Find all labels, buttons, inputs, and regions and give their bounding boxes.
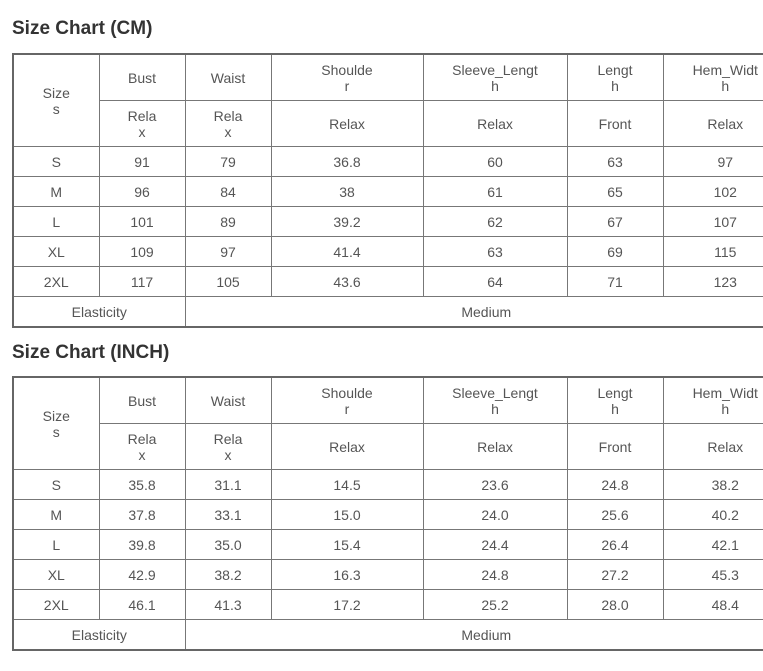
- table-row: [13, 500, 763, 530]
- elasticity-row: [13, 297, 763, 328]
- elasticity-value: Medium: [185, 297, 763, 328]
- table-row: [13, 177, 763, 207]
- measurement-cell: 123: [663, 267, 763, 297]
- size-column-header: Size s: [13, 54, 99, 147]
- column-subheader: Rela x: [185, 424, 271, 470]
- measurement-cell: 41.3: [185, 590, 271, 620]
- measurement-cell: 64: [423, 267, 567, 297]
- measurement-cell: 63: [423, 237, 567, 267]
- measurement-cell: 23.6: [423, 470, 567, 500]
- measurement-cell: 89: [185, 207, 271, 237]
- table-row: [13, 147, 763, 177]
- column-subheader: Rela x: [99, 101, 185, 147]
- measurement-cell: 45.3: [663, 560, 763, 590]
- column-subheader: Relax: [271, 101, 423, 147]
- subheader-row: [13, 101, 763, 147]
- size-label: L: [13, 207, 99, 237]
- size-label: 2XL: [13, 590, 99, 620]
- measurement-cell: 48.4: [663, 590, 763, 620]
- measurement-cell: 41.4: [271, 237, 423, 267]
- column-header: Lengt h: [567, 54, 663, 101]
- measurement-cell: 60: [423, 147, 567, 177]
- measurement-cell: 25.2: [423, 590, 567, 620]
- column-header: Hem_Widt h: [663, 54, 763, 101]
- measurement-cell: 109: [99, 237, 185, 267]
- header-row: [13, 54, 763, 101]
- elasticity-row: [13, 620, 763, 651]
- size-chart-inch-title: Size Chart (INCH): [12, 342, 170, 363]
- column-header: Sleeve_Lengt h: [423, 377, 567, 424]
- table-row: [13, 530, 763, 560]
- measurement-cell: 26.4: [567, 530, 663, 560]
- measurement-cell: 102: [663, 177, 763, 207]
- measurement-cell: 79: [185, 147, 271, 177]
- column-header: Waist: [185, 54, 271, 101]
- measurement-cell: 33.1: [185, 500, 271, 530]
- measurement-cell: 105: [185, 267, 271, 297]
- measurement-cell: 107: [663, 207, 763, 237]
- size-label: XL: [13, 237, 99, 267]
- measurement-cell: 91: [99, 147, 185, 177]
- measurement-cell: 27.2: [567, 560, 663, 590]
- measurement-cell: 61: [423, 177, 567, 207]
- column-subheader: Relax: [663, 101, 763, 147]
- column-header: Sleeve_Lengt h: [423, 54, 567, 101]
- measurement-cell: 31.1: [185, 470, 271, 500]
- column-header: Shoulde r: [271, 377, 423, 424]
- measurement-cell: 62: [423, 207, 567, 237]
- column-subheader: Relax: [271, 424, 423, 470]
- column-subheader: Relax: [663, 424, 763, 470]
- column-subheader: Front: [567, 424, 663, 470]
- measurement-cell: 97: [663, 147, 763, 177]
- elasticity-label: Elasticity: [13, 297, 185, 328]
- column-subheader: Relax: [423, 424, 567, 470]
- size-label: S: [13, 147, 99, 177]
- measurement-cell: 37.8: [99, 500, 185, 530]
- subheader-row: [13, 424, 763, 470]
- measurement-cell: 24.8: [423, 560, 567, 590]
- column-header: Bust: [99, 377, 185, 424]
- measurement-cell: 42.1: [663, 530, 763, 560]
- table-row: [13, 207, 763, 237]
- measurement-cell: 43.6: [271, 267, 423, 297]
- elasticity-value: Medium: [185, 620, 763, 651]
- measurement-cell: 35.8: [99, 470, 185, 500]
- measurement-cell: 38.2: [663, 470, 763, 500]
- column-subheader: Rela x: [99, 424, 185, 470]
- measurement-cell: 35.0: [185, 530, 271, 560]
- measurement-cell: 97: [185, 237, 271, 267]
- table-row: [13, 560, 763, 590]
- table-row: [13, 590, 763, 620]
- measurement-cell: 42.9: [99, 560, 185, 590]
- column-header: Lengt h: [567, 377, 663, 424]
- measurement-cell: 69: [567, 237, 663, 267]
- measurement-cell: 17.2: [271, 590, 423, 620]
- measurement-cell: 65: [567, 177, 663, 207]
- table-row: [13, 267, 763, 297]
- column-subheader: Relax: [423, 101, 567, 147]
- column-header: Hem_Widt h: [663, 377, 763, 424]
- measurement-cell: 38: [271, 177, 423, 207]
- measurement-cell: 40.2: [663, 500, 763, 530]
- measurement-cell: 15.4: [271, 530, 423, 560]
- header-row: [13, 377, 763, 424]
- size-chart-inch-table: [12, 376, 763, 651]
- measurement-cell: 39.2: [271, 207, 423, 237]
- measurement-cell: 39.8: [99, 530, 185, 560]
- table-row: [13, 237, 763, 267]
- measurement-cell: 84: [185, 177, 271, 207]
- size-label: L: [13, 530, 99, 560]
- column-subheader: Front: [567, 101, 663, 147]
- measurement-cell: 63: [567, 147, 663, 177]
- measurement-cell: 28.0: [567, 590, 663, 620]
- column-subheader: Rela x: [185, 101, 271, 147]
- measurement-cell: 71: [567, 267, 663, 297]
- measurement-cell: 14.5: [271, 470, 423, 500]
- column-header: Bust: [99, 54, 185, 101]
- column-header: Shoulde r: [271, 54, 423, 101]
- measurement-cell: 115: [663, 237, 763, 267]
- column-header: Waist: [185, 377, 271, 424]
- size-chart-cm-table: [12, 53, 763, 328]
- measurement-cell: 96: [99, 177, 185, 207]
- elasticity-label: Elasticity: [13, 620, 185, 651]
- size-chart-cm-title: Size Chart (CM): [12, 18, 153, 39]
- measurement-cell: 24.0: [423, 500, 567, 530]
- measurement-cell: 24.8: [567, 470, 663, 500]
- size-label: M: [13, 177, 99, 207]
- measurement-cell: 101: [99, 207, 185, 237]
- measurement-cell: 46.1: [99, 590, 185, 620]
- size-label: S: [13, 470, 99, 500]
- size-column-header: Size s: [13, 377, 99, 470]
- measurement-cell: 36.8: [271, 147, 423, 177]
- table-row: [13, 470, 763, 500]
- size-label: XL: [13, 560, 99, 590]
- size-label: 2XL: [13, 267, 99, 297]
- measurement-cell: 24.4: [423, 530, 567, 560]
- size-label: M: [13, 500, 99, 530]
- measurement-cell: 67: [567, 207, 663, 237]
- measurement-cell: 25.6: [567, 500, 663, 530]
- measurement-cell: 15.0: [271, 500, 423, 530]
- measurement-cell: 16.3: [271, 560, 423, 590]
- measurement-cell: 38.2: [185, 560, 271, 590]
- measurement-cell: 117: [99, 267, 185, 297]
